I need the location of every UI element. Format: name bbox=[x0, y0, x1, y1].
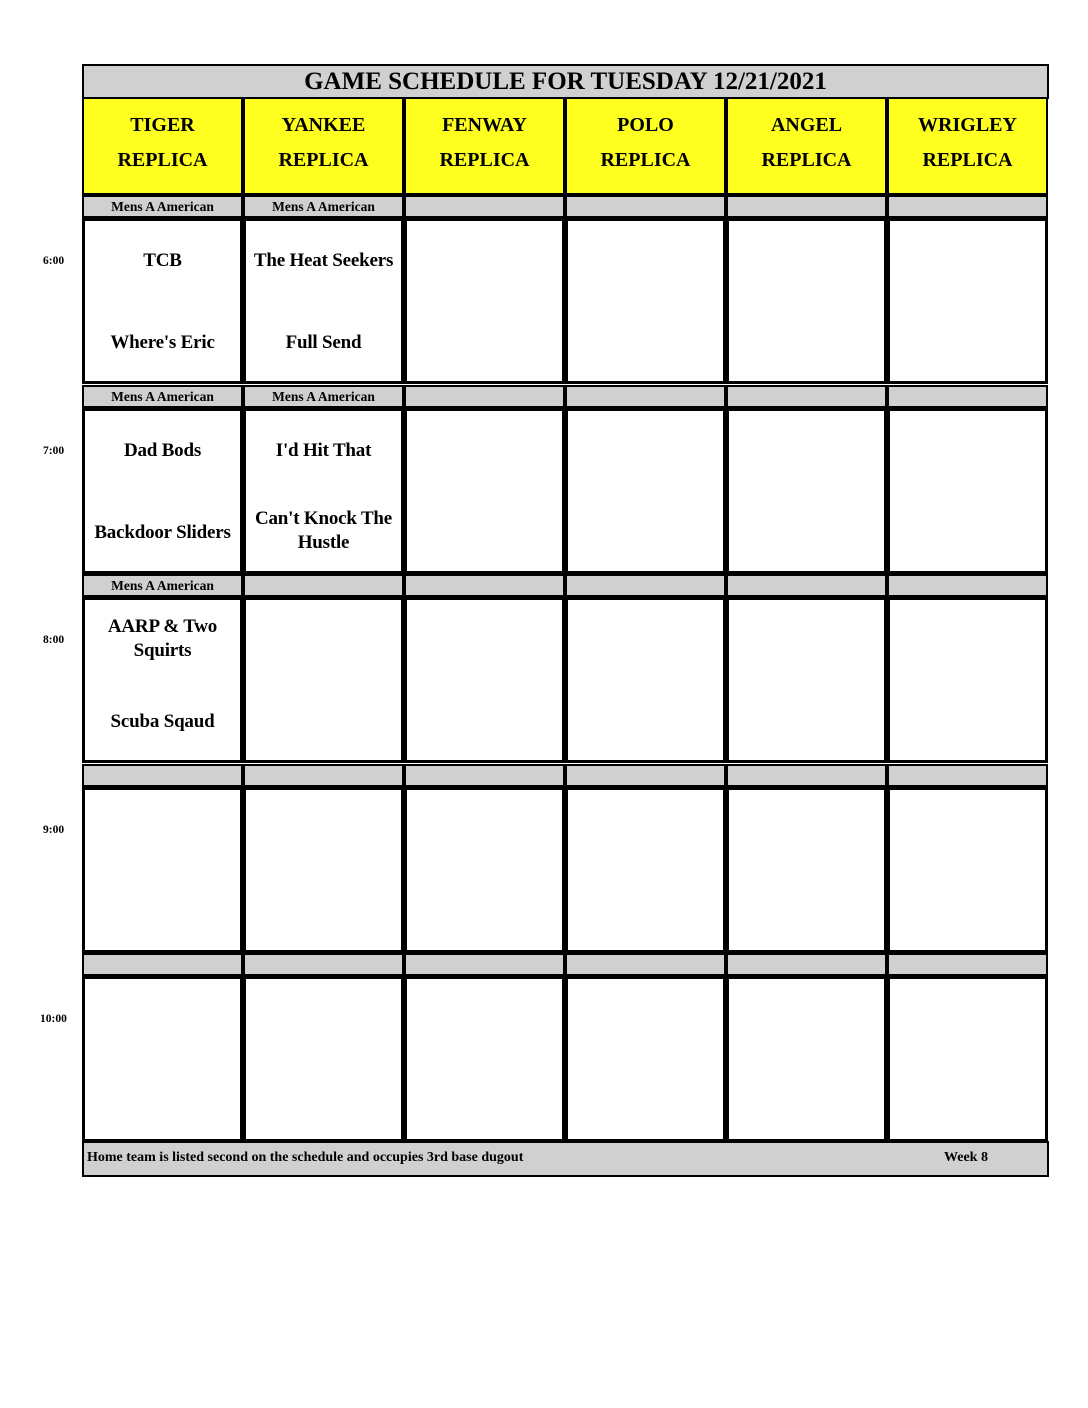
division-label bbox=[726, 764, 887, 787]
time-label: 9:00 bbox=[43, 824, 65, 836]
game-cell bbox=[726, 787, 887, 953]
division-label bbox=[565, 953, 726, 976]
division-label bbox=[404, 574, 565, 597]
division-label bbox=[404, 764, 565, 787]
field-header bbox=[726, 97, 887, 195]
home-team: Can't Knock The Hustle bbox=[254, 508, 393, 553]
away-team: TCB bbox=[143, 250, 182, 271]
time-label: 6:00 bbox=[43, 255, 65, 267]
game-cell bbox=[565, 787, 726, 953]
division-label bbox=[243, 953, 404, 976]
game-cell bbox=[243, 597, 404, 763]
game-cell bbox=[726, 597, 887, 763]
footer-bar bbox=[82, 1141, 1049, 1177]
time-label: 10:00 bbox=[40, 1013, 67, 1025]
division-label bbox=[887, 953, 1048, 976]
field-header bbox=[887, 97, 1048, 195]
division-label: Mens A American bbox=[82, 195, 243, 218]
game-cell bbox=[82, 787, 243, 953]
game-cell bbox=[565, 218, 726, 384]
field-subtitle: REPLICA bbox=[600, 149, 691, 171]
home-team: Backdoor Sliders bbox=[94, 522, 231, 543]
division-label bbox=[887, 195, 1048, 218]
field-name: ANGEL bbox=[770, 114, 843, 136]
field-header bbox=[82, 97, 243, 195]
field-header-row bbox=[82, 97, 1049, 195]
division-label bbox=[726, 385, 887, 408]
game-cell bbox=[887, 976, 1048, 1142]
game-cell bbox=[404, 597, 565, 763]
game-cell bbox=[887, 597, 1048, 763]
division-label bbox=[404, 195, 565, 218]
division-label bbox=[243, 574, 404, 597]
division-label: Mens A American bbox=[243, 385, 404, 408]
home-team-note: Home team is listed second on the schedule and occupies 3rd base dugout bbox=[87, 1150, 524, 1165]
division-label bbox=[404, 385, 565, 408]
game-cell bbox=[887, 408, 1048, 574]
division-label bbox=[82, 764, 243, 787]
home-team: Scuba Sqaud bbox=[110, 711, 215, 732]
game-cell bbox=[82, 597, 243, 763]
field-name: FENWAY bbox=[442, 114, 527, 136]
field-name: WRIGLEY bbox=[918, 114, 1017, 136]
game-cell bbox=[565, 408, 726, 574]
away-team: Dad Bods bbox=[123, 440, 202, 461]
field-subtitle: REPLICA bbox=[439, 149, 530, 171]
week-label: Week 8 bbox=[944, 1150, 988, 1165]
away-team: I'd Hit That bbox=[275, 440, 372, 461]
division-label bbox=[82, 953, 243, 976]
game-cell bbox=[726, 408, 887, 574]
game-cell bbox=[404, 218, 565, 384]
division-label bbox=[726, 953, 887, 976]
division-label: Mens A American bbox=[82, 385, 243, 408]
schedule-title: GAME SCHEDULE FOR TUESDAY 12/21/2021 bbox=[82, 64, 1049, 99]
field-subtitle: REPLICA bbox=[922, 149, 1013, 171]
field-header bbox=[565, 97, 726, 195]
game-cell bbox=[887, 787, 1048, 953]
division-label bbox=[887, 574, 1048, 597]
division-label bbox=[565, 764, 726, 787]
division-label bbox=[565, 574, 726, 597]
division-label bbox=[887, 764, 1048, 787]
division-label: Mens A American bbox=[82, 574, 243, 597]
field-subtitle: REPLICA bbox=[278, 149, 369, 171]
away-team: AARP & Two Squirts bbox=[107, 616, 218, 661]
division-label bbox=[726, 574, 887, 597]
game-cell bbox=[565, 976, 726, 1142]
away-team: The Heat Seekers bbox=[253, 250, 394, 271]
division-label bbox=[726, 195, 887, 218]
division-label: Mens A American bbox=[243, 195, 404, 218]
game-cell bbox=[82, 976, 243, 1142]
game-cell bbox=[404, 787, 565, 953]
home-team: Full Send bbox=[285, 332, 362, 353]
game-cell bbox=[726, 976, 887, 1142]
game-cell bbox=[404, 976, 565, 1142]
game-cell bbox=[565, 597, 726, 763]
game-cell bbox=[243, 787, 404, 953]
game-cell bbox=[243, 976, 404, 1142]
home-team: Where's Eric bbox=[110, 332, 215, 353]
game-cell bbox=[82, 218, 243, 384]
game-cell bbox=[243, 408, 404, 574]
game-cell bbox=[243, 218, 404, 384]
division-label bbox=[565, 385, 726, 408]
field-name: POLO bbox=[617, 114, 674, 136]
division-label bbox=[243, 764, 404, 787]
division-label bbox=[565, 195, 726, 218]
division-label bbox=[404, 953, 565, 976]
field-subtitle: REPLICA bbox=[761, 149, 852, 171]
game-cell bbox=[404, 408, 565, 574]
game-cell bbox=[726, 218, 887, 384]
field-header bbox=[404, 97, 565, 195]
game-cell bbox=[82, 408, 243, 574]
time-label: 8:00 bbox=[43, 634, 65, 646]
field-name: YANKEE bbox=[281, 114, 366, 136]
field-name: TIGER bbox=[130, 114, 195, 136]
time-label: 7:00 bbox=[43, 445, 65, 457]
field-subtitle: REPLICA bbox=[117, 149, 208, 171]
field-header bbox=[243, 97, 404, 195]
game-cell bbox=[887, 218, 1048, 384]
division-label bbox=[887, 385, 1048, 408]
